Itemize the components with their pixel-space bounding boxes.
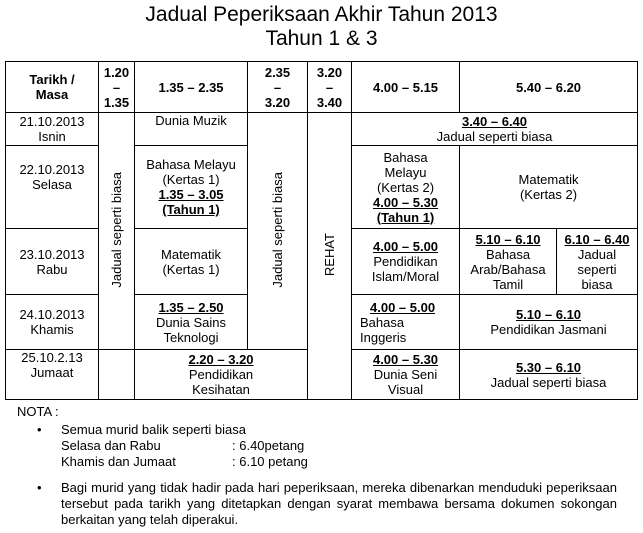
table-row <box>6 113 638 146</box>
page-title: Jadual Peperiksaan Akhir Tahun 2013 <box>145 3 498 26</box>
header-slot-3: 2.35 – 3.20 <box>248 62 308 113</box>
empty-cell <box>99 350 135 400</box>
exam-cell: 1.35 – 2.50 Dunia Sains Teknologi <box>135 295 248 350</box>
exam-cell: 5.30 – 6.10 Jadual seperti biasa <box>460 350 638 400</box>
header-row <box>6 62 638 113</box>
notes-heading: NOTA : <box>17 404 59 419</box>
note-item: • Bagi murid yang tidak hadir pada hari peperiksaan, mereka dibenarkan menduduki peperiksaan tersebut pada tarikh yang ditetapkan dengan syarat membawa bersama dokumen sokongan berkaitan yang telah diperakui. <box>37 480 617 527</box>
exam-cell: 6.10 – 6.40 Jadual seperti biasa <box>557 229 638 295</box>
header-slot-6: 5.40 – 6.20 <box>460 62 638 113</box>
bullet-icon: • <box>37 422 42 437</box>
date-cell: 24.10.2013 Khamis <box>6 295 99 350</box>
exam-cell: 4.00 – 5.30 Dunia Seni Visual <box>352 350 460 400</box>
break-cell: REHAT <box>308 113 352 400</box>
exam-cell: Dunia Muzik <box>135 113 248 146</box>
exam-cell: 4.00 – 5.00 Pendidikan Islam/Moral <box>352 229 460 295</box>
notes-section <box>17 404 617 528</box>
exam-cell: Bahasa Melayu (Kertas 2) 4.00 – 5.30 (Tahun 1) <box>352 146 460 229</box>
header-slot-2: 1.35 – 2.35 <box>135 62 248 113</box>
exam-cell: Matematik (Kertas 1) <box>135 229 248 295</box>
exam-cell: 2.20 – 3.20 Pendidikan Kesihatan <box>135 350 308 400</box>
vertical-cell-regular-2: Jadual seperti biasa <box>248 113 308 350</box>
header-date-time: Tarikh / Masa <box>6 62 99 113</box>
date-cell: 22.10.2013 Selasa <box>6 146 99 229</box>
header-slot-4: 3.20 – 3.40 <box>308 62 352 113</box>
bullet-icon: • <box>37 480 42 495</box>
note-item: • Semua murid balik seperti biasa Selasa dan Rabu : 6.40petang Khamis dan Jumaat : 6.10 petang <box>37 422 308 469</box>
exam-cell: Bahasa Melayu (Kertas 1) 1.35 – 3.05 (Tahun 1) <box>135 146 248 229</box>
date-cell: 23.10.2013 Rabu <box>6 229 99 295</box>
notes-list <box>17 422 617 528</box>
page-subtitle: Tahun 1 & 3 <box>265 27 378 50</box>
exam-cell: 5.10 – 6.10 Bahasa Arab/Bahasa Tamil <box>460 229 557 295</box>
exam-schedule-table <box>5 61 638 400</box>
exam-cell: 4.00 – 5.00 Bahasa Inggeris <box>352 295 460 350</box>
exam-cell: Matematik (Kertas 2) <box>460 146 638 229</box>
date-cell: 21.10.2013 Isnin <box>6 113 99 146</box>
vertical-cell-regular-1: Jadual seperti biasa <box>99 113 135 350</box>
date-cell: 25.10.2.13 Jumaat <box>6 350 99 400</box>
exam-cell: 5.10 – 6.10 Pendidikan Jasmani <box>460 295 638 350</box>
exam-cell: 3.40 – 6.40 Jadual seperti biasa <box>352 113 638 146</box>
header-slot-5: 4.00 – 5.15 <box>352 62 460 113</box>
header-slot-1: 1.20 – 1.35 <box>99 62 135 113</box>
